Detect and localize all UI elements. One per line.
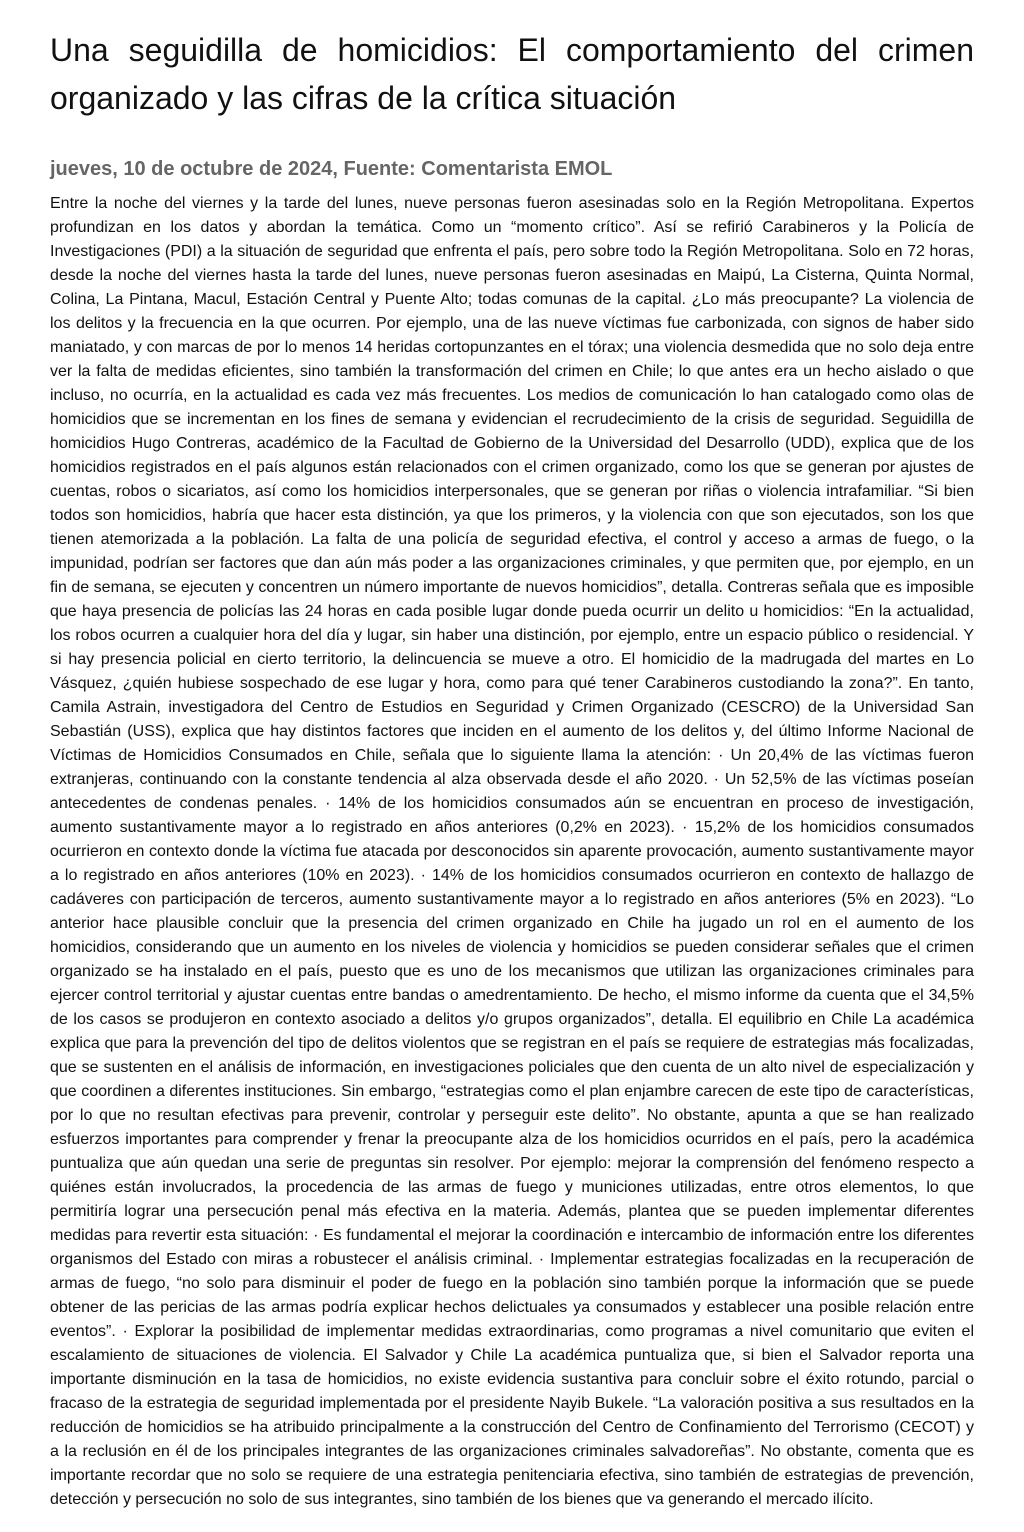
article-meta: jueves, 10 de octubre de 2024, Fuente: Comentarista EMOL xyxy=(50,158,613,180)
article-title: Una seguidilla de homicidios: El comportamiento del crimen organizado y las cifras de la crítica situación xyxy=(50,32,974,116)
article-body: Entre la noche del viernes y la tarde del lunes, nueve personas fueron asesinadas solo en la Región Metropolitana. Expertos profundizan en los datos y abordan la temática. Como un “momento crítico”. Así se refirió Carabineros y la Policía de Investigaciones (PDI) a la situación de seguridad que enfrenta el país, pero sobre todo la Región Metropolitana. Solo en 72 horas, desde la noche del viernes hasta la tarde del lunes, nueve personas fueron asesinadas en Maipú, La Cisterna, Quinta Normal, Colina, La Pintana, Macul, Estación Central y Puente Alto; todas comunas de la capital. ¿Lo más preocupante? La violencia de los delitos y la frecuencia en la que ocurren. Por ejemplo, una de las nueve víctimas fue carbonizada, con signos de haber sido maniatado, y con marcas de por lo menos 14 heridas cortopunzantes en el tórax; una violencia desmedida que no solo deja entre ver la falta de medidas eficientes, sino también la transformación del crimen en Chile; lo que antes era un hecho aislado o que incluso, no ocurría, en la actualidad es cada vez más frecuentes. Los medios de comunicación lo han catalogado como olas de homicidios que se incrementan en los fines de semana y evidencian el recrudecimiento de la crisis de seguridad. Seguidilla de homicidios Hugo Contreras, académico de la Facultad de Gobierno de la Universidad del Desarrollo (UDD), explica que de los homicidios registrados en el país algunos están relacionados con el crimen organizado, como los que se generan por ajustes de cuentas, robos o sicariatos, así como los homicidios interpersonales, que se generan por riñas o violencia intrafamiliar. “Si bien todos son homicidios, habría que hacer esta distinción, ya que los primeros, y la violencia con que son ejecutados, son los que tienen atemorizada a la población. La falta de una policía de seguridad efectiva, el control y acceso a armas de fuego, o la impunidad, podrían ser factores que dan aún más poder a las organizaciones criminales, y que permiten que, por ejemplo, en un fin de semana, se ejecuten y concentren un número importante de nuevos homicidios”, detalla. Contreras señala que es imposible que haya presencia de policías las 24 horas en cada posible lugar donde pueda ocurrir un delito u homicidios: “En la actualidad, los robos ocurren a cualquier hora del día y lugar, sin haber una distinción, por ejemplo, entre un espacio público o residencial. Y si hay presencia policial en cierto territorio, la delincuencia se mueve a otro. El homicidio de la madrugada del martes en Lo Vásquez, ¿quién hubiese sospechado de ese lugar y hora, como para qué tener Carabineros custodiando la zona?”. En tanto, Camila Astrain, investigadora del Centro de Estudios en Seguridad y Crimen Organizado (CESCRO) de la Universidad San Sebastián (USS), explica que hay distintos factores que inciden en el aumento de los delitos y, del último Informe Nacional de Víctimas de Homicidios Consumados en Chile, señala que lo siguiente llama la atención: · Un 20,4% de las víctimas fueron extranjeras, continuando con la constante tendencia al alza observada desde el año 2020. · Un 52,5% de las víctimas poseían antecedentes de condenas penales. · 14% de los homicidios consumados aún se encuentran en proceso de investigación, aumento sustantivamente mayor a lo registrado en años anteriores (0,2% en 2023). · 15,2% de los homicidios consumados ocurrieron en contexto donde la víctima fue atacada por desconocidos sin aparente provocación, aumento sustantivamente mayor a lo registrado en años anteriores (10% en 2023). · 14% de los homicidios consumados ocurrieron en contexto de hallazgo de cadáveres con participación de terceros, aumento sustantivamente mayor a lo registrado en años anteriores (5% en 2023). “Lo anterior hace plausible concluir que la presencia del crimen organizado en Chile ha jugado un rol en el aumento de los homicidios, considerando que un aumento en los niveles de violencia y homicidios se pueden considerar señales que el crimen organizado se ha instalado en el país, puesto que es uno de los mecanismos que utilizan las organizaciones criminales para ejercer control territorial y ajustar cuentas entre bandas o amedrentamiento. De hecho, el mismo informe da cuenta que el 34,5% de los casos se produjeron en contexto asociado a delitos y/o grupos organizados”, detalla. El equilibrio en Chile La académica explica que para la prevención del tipo de delitos violentos que se registran en el país se requiere de estrategias más focalizadas, que se sustenten en el análisis de información, en investigaciones policiales que den cuenta de un alto nivel de especialización y que coordinen a diferentes instituciones. Sin embargo, “estrategias como el plan enjambre carecen de este tipo de características, por lo que no resultan efectivas para prevenir, controlar y perseguir este delito”. No obstante, apunta a que se han realizado esfuerzos importantes para comprender y frenar la preocupante alza de los homicidios ocurridos en el país, pero la académica puntualiza que aún quedan una serie de preguntas sin resolver. Por ejemplo: mejorar la comprensión del fenómeno respecto a quiénes están involucrados, la procedencia de las armas de fuego y municiones utilizadas, entre otros elementos, lo que permitiría lograr una persecución penal más efectiva en la materia. Además, plantea que se pueden implementar diferentes medidas para revertir esta situación: · Es fundamental el mejorar la coordinación e intercambio de información entre los diferentes organismos del Estado con miras a robustecer el análisis criminal. · Implementar estrategias focalizadas en la recuperación de armas de fuego, “no solo para disminuir el poder de fuego en la población sino también porque la información que se puede obtener de las pericias de las armas podría explicar hechos delictuales ya consumados y establecer una posible relación entre eventos”. · Explorar la posibilidad de implementar medidas extraordinarias, como programas a nivel comunitario que eviten el escalamiento de situaciones de violencia. El Salvador y Chile La académica puntualiza que, si bien el Salvador reporta una importante disminución en la tasa de homicidios, no existe evidencia sustantiva para concluir sobre el éxito rotundo, parcial o fracaso de la estrategia de seguridad implementada por el presidente Nayib Bukele. “La valoración positiva a sus resultados en la reducción de homicidios se ha atribuido principalmente a la construcción del Centro de Confinamiento del Terrorismo (CECOT) y a la reclusión en él de los principales integrantes de las organizaciones criminales salvadoreñas”. No obstante, comenta que es importante recordar que no solo se requiere de una estrategia penitenciaria efectiva, sino también de estrategias de prevención, detección y persecución no solo de sus integrantes, sino también de los bienes que va generando el mercado ilícito. xyxy=(50,195,974,1508)
